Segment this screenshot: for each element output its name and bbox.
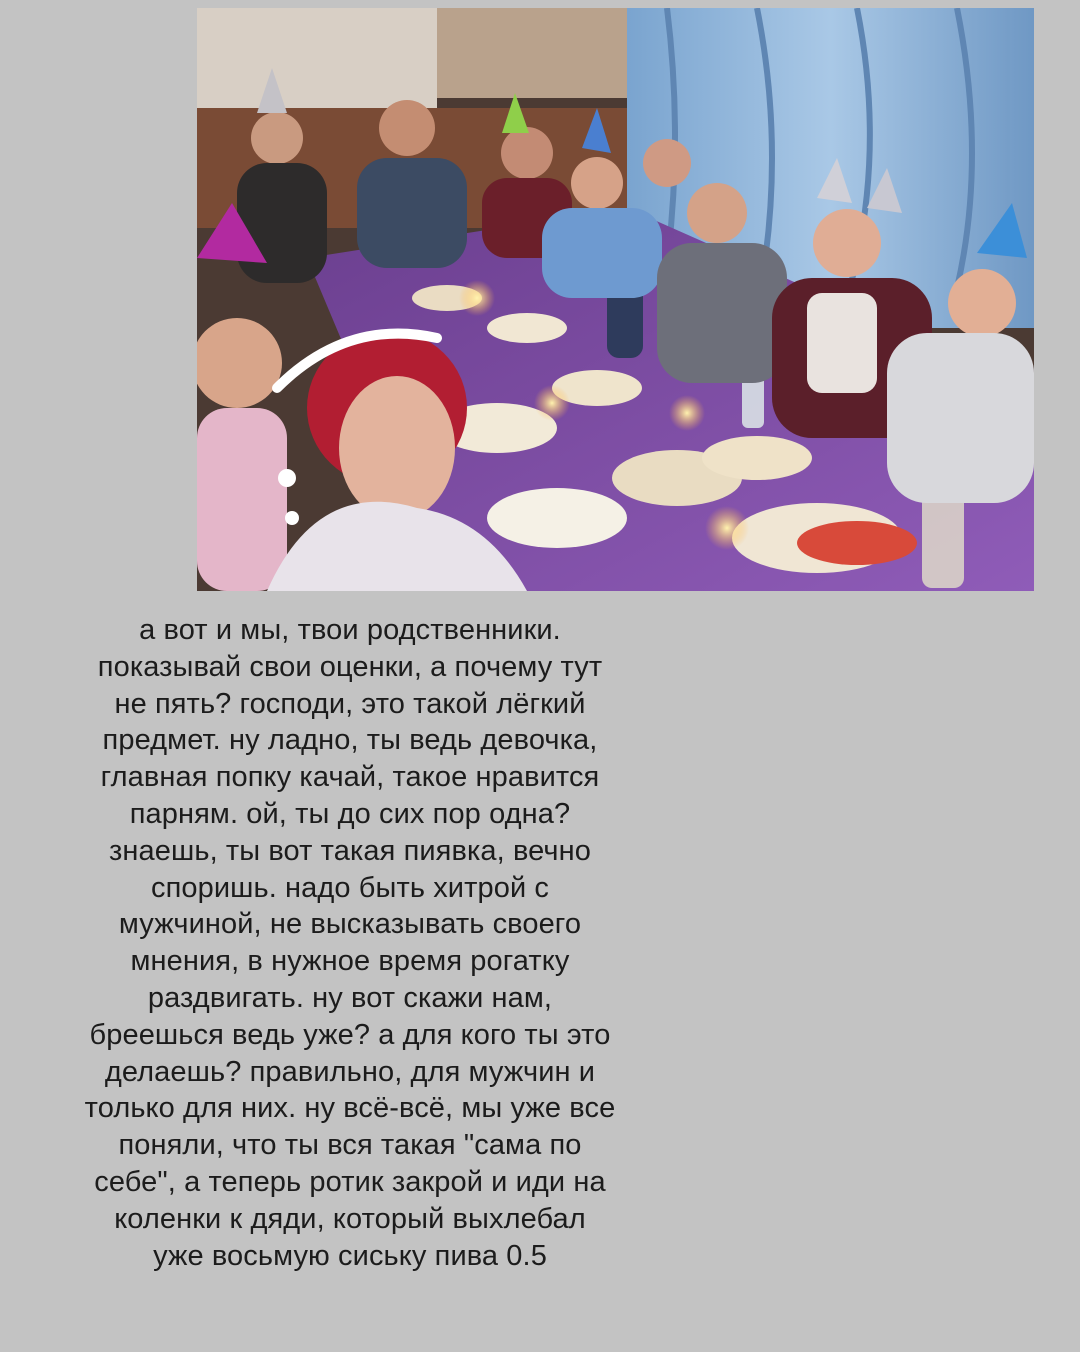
photo-illustration [197,8,1034,591]
post-caption: а вот и мы, твои родственники. показывай свои оценки, а почему тут не пять? господи, это такой лёгкий предмет. ну ладно, ты ведь девочка, главная попку качай, такое нравится парням. ой, ты до сих пор одна? знаешь, ты вот такая пиявка, вечно споришь. надо быть хитрой с мужчиной, не высказывать своего мнения, в нужное время рогатку раздвигать. ну вот скажи нам, бреешься ведь уже? а для кого ты это делаешь? правильно, для мужчин и только для них. ну всё-всё, мы уже все поняли, что ты вся такая "сама по себе", а теперь ротик закрой и иди на коленки к дяди, который выхлебал уже восьмую сиську пива 0.5 [84,614,616,1272]
family-dinner-photo [197,8,1034,591]
